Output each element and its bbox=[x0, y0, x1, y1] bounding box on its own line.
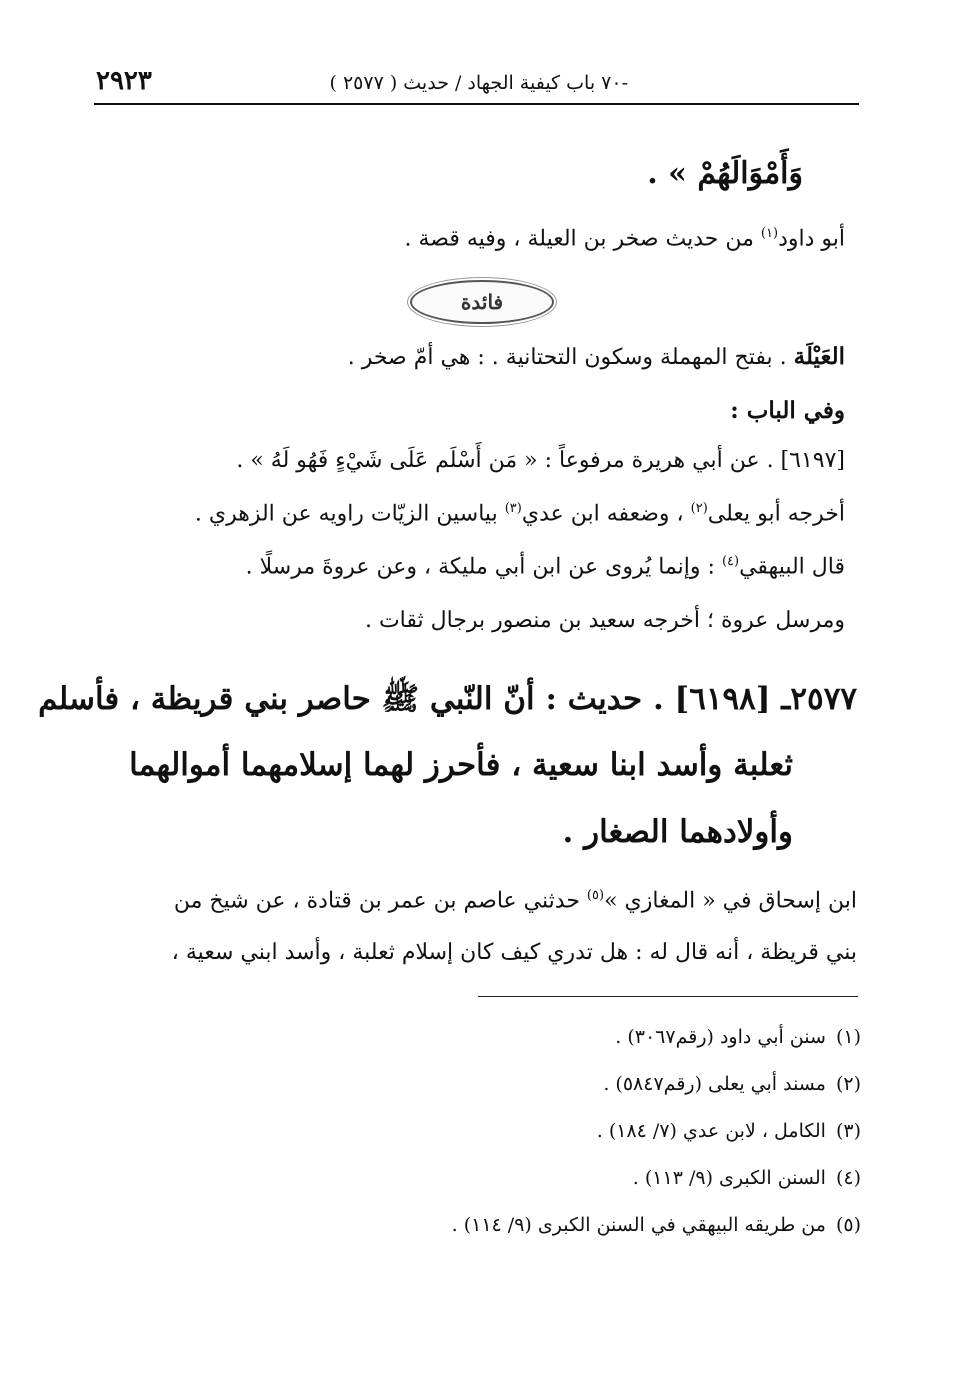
bayhaqi-text-b: : وإنما يُروى عن ابن أبي مليكة ، وعن عروةَ مرسلًا . bbox=[245, 554, 715, 580]
footnote-number: (٣) bbox=[835, 1120, 861, 1142]
takhrij-text-c: بياسين الزيّات راويه عن الزهري . bbox=[194, 501, 498, 527]
footnote-ref-4: (٤) bbox=[721, 554, 740, 569]
hadith-2577-line-1: ٢٥٧٧ـ [٦١٩٨] . حديث : أنّ النّبي ﷺ حاصر بني قريظة ، فأسلم bbox=[38, 681, 857, 717]
footnote-ref-3: (٣) bbox=[504, 501, 522, 516]
footnote-ref-2: (٢) bbox=[690, 501, 708, 516]
hadith-6197: [٦١٩٧] . عن أبي هريرة مرفوعاً : « مَن أَسْلَم عَلَى شَيْءٍ فَهُو لَهُ » . bbox=[236, 448, 845, 473]
running-header-title: -٧٠ باب كيفية الجهاد / حديث ( ٢٥٧٧ ) bbox=[329, 72, 628, 94]
faida-term: العَيْلَة bbox=[793, 343, 845, 370]
footnote-item bbox=[615, 1026, 861, 1048]
commentary-text-a: ابن إسحاق في « المغازي » bbox=[604, 888, 857, 914]
footnote-text: السنن الكبرى (٩/ ١١٣) . bbox=[632, 1167, 826, 1189]
commentary-line-1 bbox=[174, 888, 857, 913]
bayhaqi-line bbox=[246, 554, 845, 579]
footnote-text: من طريقه البيهقي في السنن الكبرى (٩/ ١١٤) . bbox=[451, 1214, 826, 1236]
abu-dawud-text: أبو داود bbox=[778, 226, 845, 252]
commentary-text-b: حدثني عاصم بن عمر بن قتادة ، عن شيخ من bbox=[173, 888, 580, 914]
footnote-text: مسند أبي يعلى (رقم٥٨٤٧) . bbox=[603, 1073, 826, 1095]
faida-note bbox=[348, 343, 845, 370]
header-rule bbox=[94, 103, 859, 105]
footnote-text: الكامل ، لابن عدي (٧/ ١٨٤) . bbox=[596, 1120, 826, 1142]
page-number: ٢٩٢٣ bbox=[96, 66, 152, 96]
faida-badge: فائدة bbox=[410, 280, 554, 324]
hadith-2577-line-2: ثعلبة وأسد ابنا سعية ، فأحرز لهما إسلامهما أموالهما bbox=[129, 747, 793, 783]
verse-fragment: وَأَمْوَالَهُمْ » . bbox=[647, 156, 803, 191]
hadith-2577-line-3: وأولادهما الصغار . bbox=[562, 814, 793, 850]
bayhaqi-text-a: قال البيهقي bbox=[739, 554, 845, 580]
footnote-item bbox=[597, 1120, 861, 1142]
takhrij-line bbox=[195, 501, 845, 526]
commentary-line-2: بني قريظة ، أنه قال له : هل تدري كيف كان إسلام ثعلبة ، وأسد ابني سعية ، bbox=[171, 940, 857, 965]
faida-explanation: . بفتح المهملة وسكون التحتانية . : هي أمّ صخر . bbox=[347, 345, 787, 370]
footnote-ref-1: (١) bbox=[760, 226, 779, 241]
abu-dawud-line bbox=[404, 226, 845, 251]
footnote-number: (٥) bbox=[835, 1214, 861, 1236]
takhrij-text-a: أخرجه أبو يعلى bbox=[707, 501, 845, 527]
footnote-item bbox=[452, 1214, 861, 1236]
footnote-number: (٤) bbox=[835, 1167, 861, 1189]
footnote-ref-5: (٥) bbox=[586, 888, 605, 903]
footnote-divider bbox=[478, 996, 858, 997]
footnote-number: (٢) bbox=[835, 1073, 861, 1095]
abu-dawud-rest: من حديث صخر بن العيلة ، وفيه قصة . bbox=[404, 226, 754, 252]
bab-heading: وفي الباب : bbox=[730, 397, 845, 424]
mursal-line: ومرسل عروة ؛ أخرجه سعيد بن منصور برجال ثقات . bbox=[364, 608, 845, 633]
takhrij-text-b: ، وضعفه ابن عدي bbox=[521, 501, 684, 527]
footnote-number: (١) bbox=[835, 1026, 861, 1048]
footnote-item bbox=[633, 1167, 861, 1189]
footnote-text: سنن أبي داود (رقم٣٠٦٧) . bbox=[615, 1026, 826, 1048]
footnote-item bbox=[603, 1073, 861, 1095]
